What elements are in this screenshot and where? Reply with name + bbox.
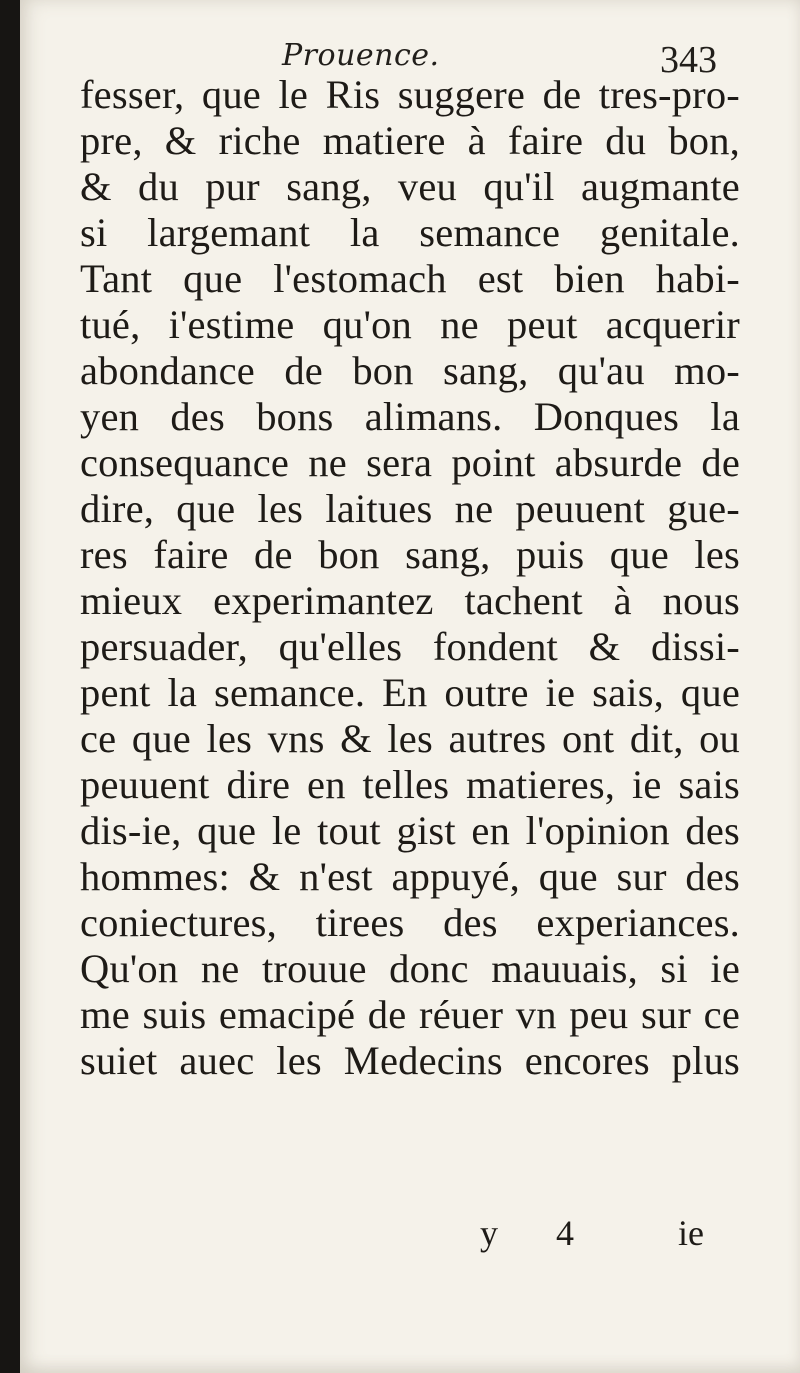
catchword-signature-1: y — [480, 1213, 498, 1253]
text-line-19: coniectures, tirees des experiances. — [80, 900, 740, 945]
catchword-line — [20, 1212, 800, 1262]
text-line-2: pre, & riche matiere à faire du bon, — [80, 118, 740, 163]
text-line-8: yen des bons alimans. Donques la — [80, 394, 740, 439]
text-line-21: me suis emacipé de réuer vn peu sur ce — [80, 992, 740, 1037]
text-line-18: hommes: & n'est appuyé, que sur des — [80, 854, 740, 899]
text-line-11: res faire de bon sang, puis que les — [80, 532, 740, 577]
text-line-20: Qu'on ne trouue donc mauuais, si ie — [80, 946, 740, 991]
page-number: 343 — [660, 39, 717, 81]
text-line-5: Tant que l'estomach est bien habi- — [80, 256, 740, 301]
text-line-14: pent la semance. En outre ie sais, que — [80, 670, 740, 715]
text-line-4: si largemant la semance genitale. — [80, 210, 740, 255]
catchword-signature-2: 4 — [556, 1213, 574, 1253]
text-line-1: fesser, que le Ris suggere de tres-pro- — [80, 72, 740, 117]
book-binding-shadow — [0, 0, 22, 1373]
text-line-15: ce que les vns & les autres ont dit, ou — [80, 716, 740, 761]
text-line-3: & du pur sang, veu qu'il augmante — [80, 164, 740, 209]
text-line-13: persuader, qu'elles fondent & dissi- — [80, 624, 740, 669]
book-page — [20, 0, 800, 1373]
text-line-6: tué, i'estime qu'on ne peut acquerir — [80, 302, 740, 347]
running-head: Prouence. — [282, 38, 440, 73]
body-text — [80, 72, 740, 1084]
text-line-7: abondance de bon sang, qu'au mo- — [80, 348, 740, 393]
text-line-9: consequance ne sera point absurde de — [80, 440, 740, 485]
text-line-16: peuuent dire en telles matieres, ie sais — [80, 762, 740, 807]
catchword: ie — [678, 1213, 704, 1253]
text-line-10: dire, que les laitues ne peuuent gue- — [80, 486, 740, 531]
text-line-17: dis-ie, que le tout gist en l'opinion des — [80, 808, 740, 853]
text-line-12: mieux experimantez tachent à nous — [80, 578, 740, 623]
text-line-22: suiet auec les Medecins encores plus — [80, 1038, 740, 1083]
